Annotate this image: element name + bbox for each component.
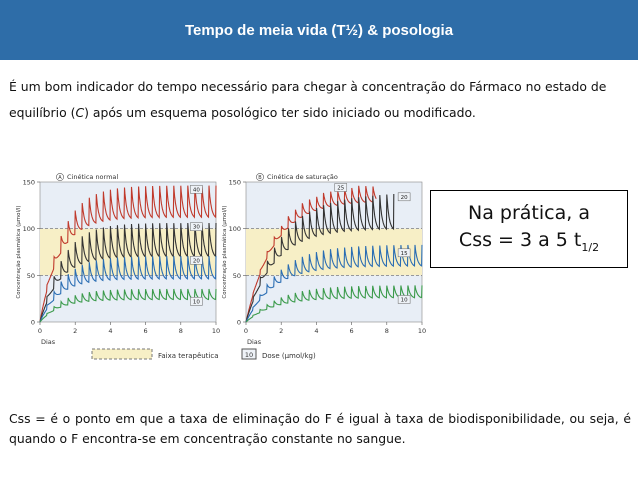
y-tick-label: 150	[228, 178, 241, 187]
x-tick-label: 2	[73, 327, 78, 335]
page-title: Tempo de meia vida (T½) & posologia	[184, 21, 454, 39]
y-axis-label: Concentração plasmática (μmol/l)	[16, 205, 22, 299]
css-symbol: C	[75, 105, 85, 120]
callout-css-formula: Css = 3 a 5 t	[458, 229, 582, 251]
dose-label: 20	[400, 194, 408, 201]
practice-callout	[430, 190, 628, 268]
x-tick-label: 8	[384, 327, 389, 335]
x-axis-label: Dias	[41, 338, 56, 346]
figure-legend	[92, 349, 316, 360]
x-tick-label: 10	[417, 327, 427, 335]
callout-subscript: 1/2	[581, 240, 600, 254]
dose-label: 40	[192, 187, 200, 194]
panel-title: Cinética de saturação	[267, 173, 338, 181]
panel-letter: A	[58, 175, 62, 181]
legend-dose-box-label: 10	[244, 351, 254, 359]
y-tick-label: 50	[232, 271, 241, 280]
y-tick-label: 100	[228, 225, 241, 234]
header-bar	[0, 0, 638, 60]
x-tick-label: 0	[37, 327, 43, 335]
dose-label: 20	[192, 258, 200, 265]
x-tick-label: 6	[349, 327, 354, 335]
pharmacokinetic-figure	[4, 168, 427, 372]
dose-label: 25	[337, 185, 345, 192]
y-tick-label: 0	[30, 318, 35, 327]
panel-saturation-kinetics	[221, 173, 426, 346]
x-tick-label: 6	[143, 327, 148, 335]
intro-paragraph	[9, 74, 631, 126]
x-axis-label: Dias	[247, 338, 262, 346]
x-tick-label: 2	[279, 327, 284, 335]
x-tick-label: 8	[178, 327, 183, 335]
y-tick-label: 50	[26, 271, 35, 280]
callout-line2	[431, 227, 627, 261]
dose-label: 10	[192, 299, 200, 306]
x-tick-label: 0	[243, 327, 249, 335]
intro-text-post: ) após um esquema posológico ter sido iniciado ou modificado.	[84, 105, 476, 120]
dose-label: 10	[400, 297, 408, 304]
y-tick-label: 0	[236, 318, 241, 327]
x-tick-label: 10	[211, 327, 221, 335]
intro-text-pre: É um bom indicador do tempo necessário para chegar à concentração do Fármaco no estado de equilíbrio (	[9, 79, 607, 120]
panel-normal-kinetics	[15, 173, 220, 346]
y-axis-label: Concentração plasmática (μmol/l)	[222, 205, 228, 299]
legend-dose-label: Dose (μmol/kg)	[262, 352, 316, 360]
panel-title: Cinética normal	[67, 173, 119, 181]
x-tick-label: 4	[108, 327, 113, 335]
legend-band-swatch	[92, 349, 152, 359]
panel-letter: B	[258, 175, 262, 181]
callout-line1: Na prática, a	[468, 202, 590, 224]
legend-band-label: Faixa terapêutica	[158, 352, 219, 360]
x-tick-label: 4	[314, 327, 319, 335]
therapeutic-band	[246, 229, 422, 276]
y-tick-label: 100	[22, 225, 35, 234]
dose-label: 15	[400, 250, 408, 257]
css-definition: Css = é o ponto em que a taxa de eliminação do F é igual à taxa de biodisponibilidade, ou seja, é quando o F encontra-se em concentração constante no sangue.	[9, 411, 631, 446]
dose-label: 30	[192, 224, 200, 231]
y-tick-label: 150	[22, 178, 35, 187]
